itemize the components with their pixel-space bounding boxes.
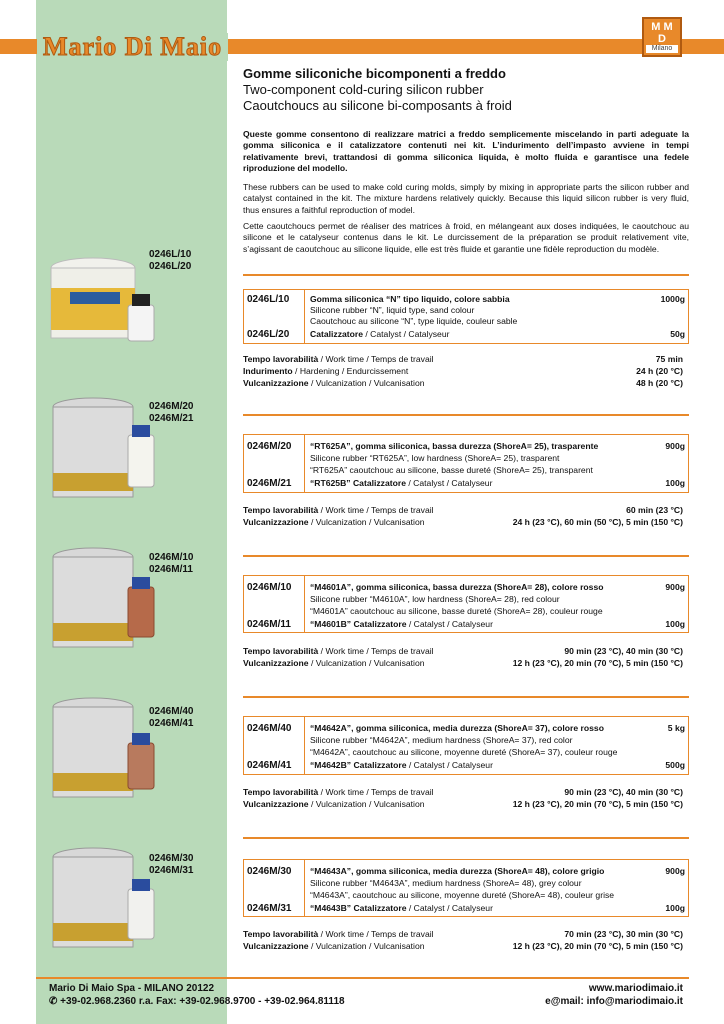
catalyst-code: 0246L/20	[247, 329, 290, 340]
product-line	[310, 723, 685, 734]
product-code: 0246M/10	[247, 582, 292, 593]
work-time-value: 70 min (23 °C), 30 min (30 °C)	[564, 929, 683, 939]
work-time-row	[243, 646, 683, 658]
box-divider	[304, 576, 305, 632]
vulcanization-row	[243, 517, 683, 529]
product-image-kit	[48, 845, 163, 955]
product-desc-fr: “RT625A” caoutchouc au silicone, basse dureté (ShoreA= 25), transparent	[310, 465, 593, 475]
vulcanization-label: Vulcanizzazione	[243, 799, 309, 809]
catalyst-label: / Catalyst / Catalyseur	[406, 903, 493, 913]
intro-english: These rubbers can be used to make cold curing molds, simply by mixing in appropriate parts the silicon rubber and catalyst contained in the kit. The mixture hardens relatively quickly. Because this liquid silicon rubber is very fluid, thus ensures a faithful reproduction of model.	[243, 182, 689, 215]
catalyst-code: 0246M/31	[247, 903, 292, 914]
work-time-desc: / Work time / Temps de travail	[318, 505, 434, 515]
work-time-value: 90 min (23 °C), 40 min (30 °C)	[564, 646, 683, 656]
work-time-desc: / Work time / Temps de travail	[318, 929, 434, 939]
vulcanization-value: 24 h (23 °C), 60 min (50 °C), 5 min (150 °C)	[512, 517, 683, 527]
product-line	[310, 294, 685, 305]
work-time-label: Tempo lavorabilità	[243, 646, 319, 656]
section-rule	[243, 414, 689, 416]
side-code: 0246M/40	[149, 706, 194, 717]
logo-line-1: M M	[651, 21, 673, 33]
product-line	[310, 441, 685, 452]
catalyst-qty: 500g	[665, 760, 685, 770]
side-code: 0246M/30	[149, 853, 194, 864]
product-qty: 900g	[665, 582, 685, 592]
work-time-row	[243, 787, 683, 799]
vulcanization-desc: / Vulcanization / Vulcanisation	[308, 941, 425, 951]
side-code: 0246L/20	[149, 261, 192, 272]
hardening-row	[243, 366, 683, 378]
catalyst-code: 0246M/11	[247, 619, 291, 630]
footer-rule	[36, 977, 689, 979]
product-code: 0246M/20	[247, 441, 292, 452]
box-divider	[304, 717, 305, 774]
vulcanization-value: 12 h (23 °C), 20 min (70 °C), 5 min (150 °C)	[512, 941, 683, 951]
side-code: 0246M/10	[149, 552, 194, 563]
hardening-value: 24 h (20 °C)	[636, 366, 683, 376]
catalyst-label: / Catalyst / Catalyseur	[406, 478, 493, 488]
intro-french: Cette caoutchoucs permet de réaliser des matrices à froid, en mélangeant aux doses indiquées, le caoutchouc au silicone et le catalyseur contenus dans le kit. Le durcissement de la préparation se produit relativement vite, s’agissant de caoutchouc au silicone liquide, elle est très fluide et garantie une fidèle reproduction du modèle.	[243, 221, 689, 254]
footer-company: Mario Di Maio Spa - MILANO 20122	[49, 983, 215, 994]
vulcanization-desc: / Vulcanization / Vulcanisation	[308, 799, 425, 809]
product-desc-en: Silicone rubber “M4643A”, medium hardness (ShoreA= 48), grey colour	[310, 878, 582, 888]
catalyst-label: / Catalyst / Catalyseur	[363, 329, 450, 339]
catalyst-code: 0246M/21	[247, 478, 292, 489]
logo-line-2: D	[658, 33, 666, 45]
catalyst-qty: 50g	[670, 329, 685, 339]
product-desc-fr: “M4601A” caoutchouc au silicone, basse dureté (ShoreA= 28), couleur rouge	[310, 606, 603, 616]
title-english: Two-component cold-curing silicon rubber	[243, 82, 484, 97]
section-rule	[243, 555, 689, 557]
hardening-desc: / Hardening / Endurcissement	[292, 366, 409, 376]
vulcanization-desc: / Vulcanization / Vulcanisation	[308, 378, 425, 388]
intro-italian: Queste gomme consentono di realizzare matrici a freddo semplicemente miscelando in parti adeguate la gomma siliconica e il catalizzatore contenuti nei kit. L’indurimento dell’impasto avviene in tempi relativamente brevi, trattandosi di gomma siliconica liquida, è molto fluida e garantisce una fedele riproduzione del modello.	[243, 129, 689, 174]
vulcanization-label: Vulcanizzazione	[243, 517, 309, 527]
work-time-row	[243, 505, 683, 517]
work-time-desc: / Work time / Temps de travail	[318, 787, 434, 797]
vulcanization-row	[243, 799, 683, 811]
work-time-desc: / Work time / Temps de travail	[318, 646, 434, 656]
vulcanization-label: Vulcanizzazione	[243, 658, 309, 668]
catalyst-name: “RT625B” Catalizzatore	[310, 478, 406, 488]
hardening-label: Indurimento	[243, 366, 293, 376]
work-time-row	[243, 929, 683, 941]
catalyst-name: “M4601B” Catalizzatore	[310, 619, 407, 629]
company-logo	[642, 17, 682, 57]
brand-logo-text: Mario Di Maio	[37, 33, 228, 61]
product-desc-fr: “M4643A”, caoutchouc au silicone, moyenne dureté (ShoreA= 48), couleur grise	[310, 890, 615, 900]
product-image-kit	[48, 695, 163, 805]
product-qty: 900g	[665, 866, 685, 876]
product-box	[243, 434, 689, 493]
catalyst-label: / Catalyst / Catalyseur	[406, 619, 493, 629]
catalyst-qty: 100g	[665, 478, 685, 488]
box-divider	[304, 435, 305, 492]
product-name: “M4601A”, gomma siliconica, bassa durezza (ShoreA= 28), colore rosso	[310, 582, 604, 592]
side-code: 0246M/11	[149, 564, 193, 575]
product-code: 0246M/30	[247, 866, 292, 877]
catalyst-line	[310, 903, 685, 914]
catalyst-qty: 100g	[665, 903, 685, 913]
vulcanization-desc: / Vulcanization / Vulcanisation	[308, 658, 425, 668]
vulcanization-label: Vulcanizzazione	[243, 941, 309, 951]
footer-email-link[interactable]: e@mail: info@mariodimaio.it	[545, 996, 683, 1007]
catalyst-name: “M4642B” Catalizzatore	[310, 760, 407, 770]
footer-phone: ✆ +39-02.968.2360 r.a. Fax: +39-02.968.9700 - +39-02.964.81118	[49, 996, 345, 1007]
product-image-kit	[48, 250, 163, 345]
product-box	[243, 289, 689, 344]
catalyst-code: 0246M/41	[247, 760, 292, 771]
vulcanization-desc: / Vulcanization / Vulcanisation	[308, 517, 425, 527]
product-image-kit	[48, 395, 163, 505]
vulcanization-value: 12 h (23 °C), 20 min (70 °C), 5 min (150 °C)	[512, 658, 683, 668]
work-time-value: 90 min (23 °C), 40 min (30 °C)	[564, 787, 683, 797]
side-code: 0246L/10	[149, 249, 192, 260]
product-desc-en: Silicone rubber “RT625A”, low hardness (ShoreA= 25), trasparent	[310, 453, 560, 463]
product-box	[243, 575, 689, 633]
side-code: 0246M/31	[149, 865, 194, 876]
catalyst-name: “M4643B” Catalizzatore	[310, 903, 407, 913]
work-time-label: Tempo lavorabilità	[243, 787, 319, 797]
section-rule	[243, 837, 689, 839]
vulcanization-value: 48 h (20 °C)	[636, 378, 683, 388]
work-time-row	[243, 354, 683, 366]
catalyst-line	[310, 760, 685, 771]
product-desc-fr: “M4642A”, caoutchouc au silicone, moyenne dureté (ShoreA= 37), couleur rouge	[310, 747, 618, 757]
vulcanization-label: Vulcanizzazione	[243, 378, 309, 388]
work-time-value: 60 min (23 °C)	[626, 505, 683, 515]
work-time-desc: / Work time / Temps de travail	[318, 354, 434, 364]
product-desc-en: Silicone rubber “M4610A”, low hardness (ShoreA= 28), red colour	[310, 594, 560, 604]
product-desc-en: Silicone rubber “N”, liquid type, sand colour	[310, 305, 475, 315]
product-name: “RT625A”, gomma siliconica, bassa durezza (ShoreA= 25), trasparente	[310, 441, 599, 451]
catalyst-line	[310, 619, 685, 630]
section-rule	[243, 274, 689, 276]
side-code: 0246M/20	[149, 401, 194, 412]
catalyst-line	[310, 478, 685, 489]
product-code: 0246M/40	[247, 723, 292, 734]
catalyst-qty: 100g	[665, 619, 685, 629]
product-image-kit	[48, 545, 163, 655]
logo-line-3: Milano	[646, 45, 678, 53]
product-line	[310, 582, 685, 593]
work-time-value: 75 min	[655, 354, 683, 364]
product-name: “M4643A”, gomma siliconica, media durezza (ShoreA= 48), colore grigio	[310, 866, 605, 876]
work-time-label: Tempo lavorabilità	[243, 354, 319, 364]
vulcanization-row	[243, 378, 683, 390]
product-qty: 5 kg	[667, 723, 685, 733]
catalyst-label: / Catalyst / Catalyseur	[406, 760, 493, 770]
product-name: “M4642A”, gomma siliconica, media durezza (ShoreA= 37), colore rosso	[310, 723, 604, 733]
product-code: 0246L/10	[247, 294, 290, 305]
work-time-label: Tempo lavorabilità	[243, 505, 319, 515]
title-italian: Gomme siliconiche bicomponenti a freddo	[243, 66, 506, 81]
product-box	[243, 859, 689, 917]
box-divider	[304, 860, 305, 916]
work-time-label: Tempo lavorabilità	[243, 929, 319, 939]
catalyst-line	[310, 329, 685, 340]
footer-website-link[interactable]: www.mariodimaio.it	[588, 983, 683, 994]
vulcanization-value: 12 h (23 °C), 20 min (70 °C), 5 min (150 °C)	[512, 799, 683, 809]
product-qty: 900g	[665, 441, 685, 451]
product-desc-en: Silicone rubber “M4642A”, medium hardness (ShoreA= 37), red color	[310, 735, 573, 745]
catalyst-name: Catalizzatore	[310, 329, 364, 339]
vulcanization-row	[243, 658, 683, 670]
side-code: 0246M/21	[149, 413, 194, 424]
section-rule	[243, 696, 689, 698]
vulcanization-row	[243, 941, 683, 953]
product-box	[243, 716, 689, 775]
product-desc-fr: Caoutchouc au silicone “N”, type liquide, couleur sable	[310, 316, 518, 326]
product-qty: 1000g	[660, 294, 685, 304]
side-code: 0246M/41	[149, 718, 194, 729]
product-name: Gomma siliconica “N” tipo liquido, colore sabbia	[310, 294, 510, 304]
title-french: Caoutchoucs au silicone bi-composants à froid	[243, 98, 512, 113]
product-line	[310, 866, 685, 877]
box-divider	[304, 290, 305, 343]
